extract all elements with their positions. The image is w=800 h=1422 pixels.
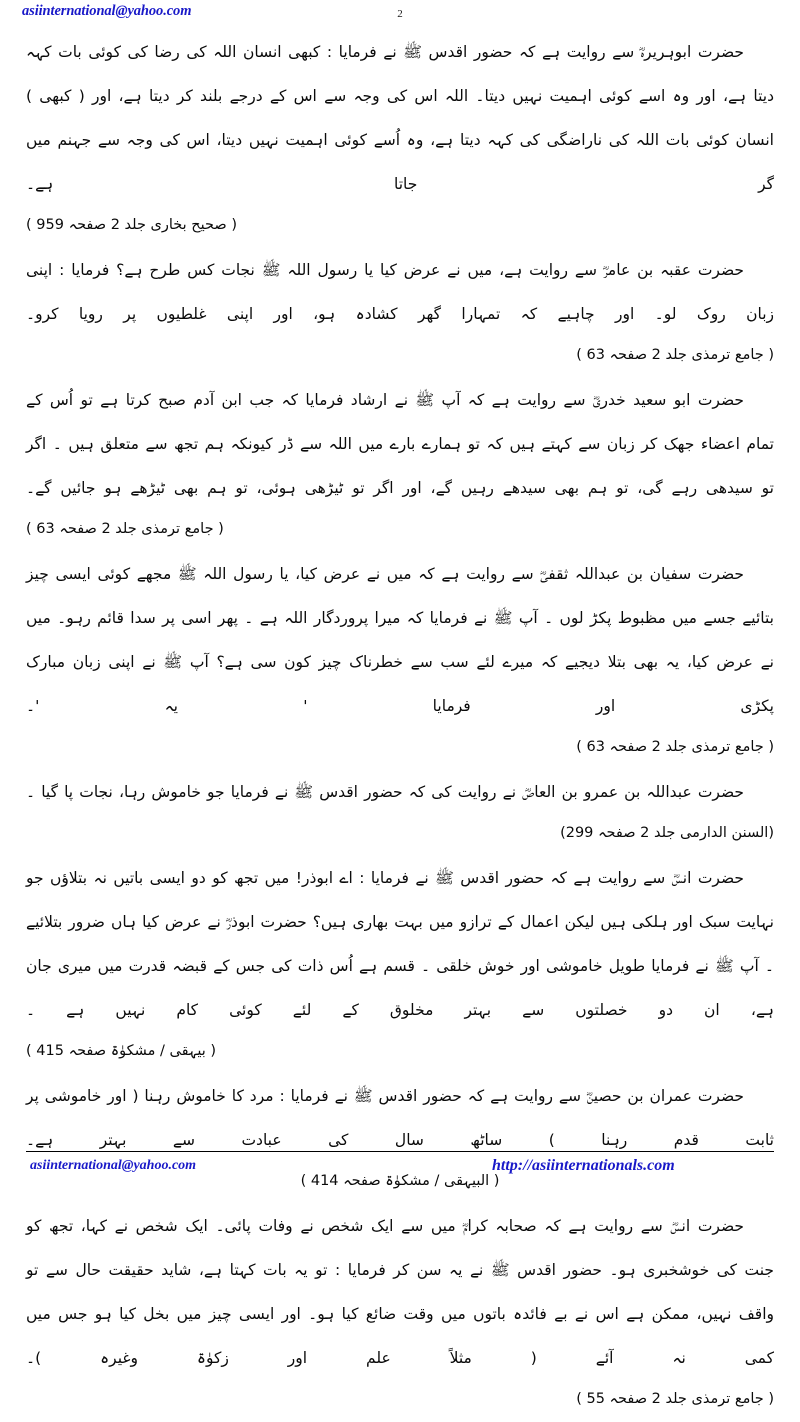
hadith-citation: ( صحیح بخاری جلد 2 صفحہ 959 ) — [26, 217, 237, 233]
hadith-citation: ( البیہقی / مشکوٰۃ صفحہ 414 ) — [300, 1173, 500, 1189]
hadith-citation: ( جامع ترمذی جلد 2 صفحہ 55 ) — [576, 1391, 774, 1407]
header-email: asiinternational@yahoo.com — [22, 3, 192, 19]
hadith-citation: ( جامع ترمذی جلد 2 صفحہ 63 ) — [576, 739, 774, 755]
hadith-text: حضرت ابوہریرہؓ سے روایت ہے کہ حضور اقدس ﷺ نے فرمایا : کبھی انسان اللہ کی رضا کی کوئی بات کہہ دیتا ہے، اور وہ اسے کوئی اہمیت نہیں دیتا۔ اللہ اس کی وجہ سے اس کے درجے بلند کر دیتا ہے، اور ( کبھی ) انسان کوئی بات اللہ کی ناراضگی کی کہہ دیتا ہے، وہ اُسے کوئی اہمیت نہیں دیتا، اس کی وجہ سے جہنم میں گر جاتا ہے۔ — [26, 43, 774, 193]
hadith-citation: ( جامع ترمذی جلد 2 صفحہ 63 ) — [26, 521, 224, 537]
hadith-text: حضرت ابو سعید خدریؓ سے روایت ہے کہ آپ ﷺ نے ارشاد فرمایا کہ جب ابن آدم صبح کرتا ہے تو اُس کے تمام اعضاء جھک کر زبان سے کہتے ہیں کہ تو ہمارے بارے میں اللہ سے ڈر کیونکہ ہم تجھ سے متعلق ہیں ۔ اگر تو سیدھی رہے گی، تو ہم بھی سیدھے رہیں گے، اور اگر تو ٹیڑھی ہوئی، تو ہم بھی ٹیڑھے ہو جائیں گے۔ — [26, 391, 774, 497]
hadith-text: حضرت عقبہ بن عامرؓ سے روایت ہے، میں نے عرض کیا یا رسول اللہ ﷺ نجات کس طرح ہے؟ فرمایا : اپنی زبان روک لو۔ اور چاہیے کہ تمہارا گھر کشادہ ہو، اور اپنی غلطیوں پر رویا کرو۔ — [26, 261, 774, 323]
hadith-citation: ( بیہقی / مشکوٰۃ صفحہ 415 ) — [26, 1043, 217, 1059]
page-number: 2 — [397, 8, 403, 20]
hadith-citation: (السنن الدارمی جلد 2 صفحہ 299) — [560, 825, 774, 841]
document-body — [26, 30, 774, 1422]
hadith-text: حضرت عمران بن حصینؓ سے روایت ہے کہ حضور اقدس ﷺ نے فرمایا : مرد کا خاموش رہنا ( اور خاموشی پر ثابت قدم رہنا ) ساٹھ سال کی عبادت سے بہتر ہے۔ — [26, 1087, 774, 1149]
hadith-text: حضرت سفیان بن عبداللہ ثقفیؓ سے روایت ہے کہ میں نے عرض کیا، یا رسول اللہ ﷺ مجھے کوئی ایسی چیز بتائیے جسے میں مظبوط پکڑ لوں ۔ آپ ﷺ نے فرمایا کہ میرا پروردگار اللہ ہے ۔ پھر اسی پر سدا قائم رہو۔ میں نے عرض کیا، یہ بھی بتلا دیجیے کہ میرے لئے سب سے خطرناک چیز کون سی ہے؟ آپ ﷺ نے اپنی زبان مبارک پکڑی اور فرمایا ' یہ '۔ — [26, 565, 774, 715]
footer-divider — [26, 1151, 774, 1152]
hadith-text: حضرت انسؓ سے روایت ہے کہ حضور اقدس ﷺ نے فرمایا : اے ابوذر! میں تجھ کو دو ایسی باتیں نہ بتلاؤں جو نہایت سبک اور ہلکی ہیں لیکن اعمال کے ترازو میں بہت بھاری ہیں؟ حضرت ابوذرؓ نے عرض کیا ہاں ضرور بتلائیے ۔ آپ ﷺ نے فرمایا طویل خاموشی اور خوش خلقی ۔ قسم ہے اُس ذات کی جس کے قبضہ قدرت میں میری جان ہے، ان دو خصلتوں سے بہتر مخلوق کے لئے کوئی کام نہیں ہے ۔ — [26, 869, 774, 1019]
hadith-text: حضرت انسؓ سے روایت ہے کہ صحابہ کرامؓ میں سے ایک شخص نے وفات پائی۔ ایک شخص نے کہا، تجھ کو جنت کی خوشخبری ہو۔ حضور اقدس ﷺ نے یہ سن کر فرمایا : تو یہ بات کہتا ہے، شاید حقیقت حال سے تو واقف نہیں، ممکن ہے اس نے بے فائدہ باتوں میں وقت ضائع کیا ہو۔ اور ایسی چیز میں بخل کیا ہو جس میں کمی نہ آئے ( مثلاً علم اور زکوٰۃ وغیرہ )۔ — [26, 1217, 774, 1367]
footer-email: asiinternational@yahoo.com — [30, 1158, 197, 1173]
hadith-text: حضرت عبداللہ بن عمرو بن العاصؓ نے روایت کی کہ حضور اقدس ﷺ نے فرمایا جو خاموش رہا، نجات پا گیا ۔ — [26, 783, 744, 801]
footer-url: http://asiinternationals.com — [492, 1157, 675, 1174]
hadith-citation: ( جامع ترمذی جلد 2 صفحہ 63 ) — [576, 347, 774, 363]
